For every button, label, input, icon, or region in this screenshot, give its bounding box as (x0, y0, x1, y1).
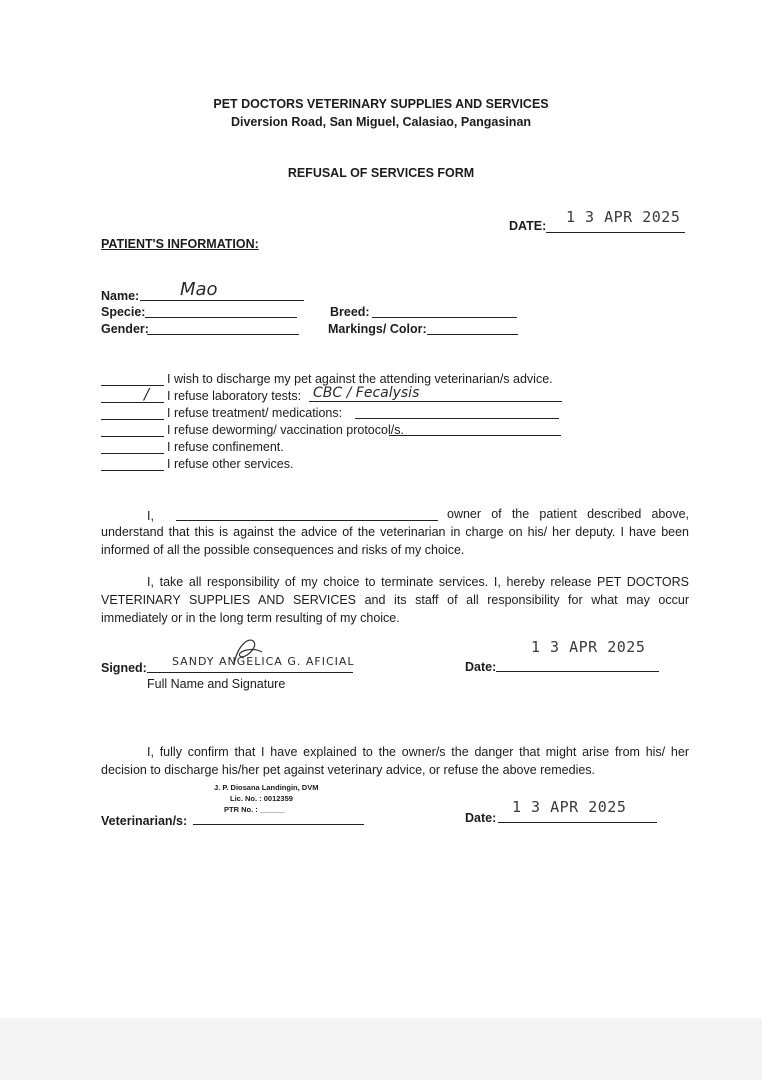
breed-label: Breed: (330, 305, 370, 319)
form-title: REFUSAL OF SERVICES FORM (287, 166, 475, 180)
scan-bottom-edge (0, 1018, 762, 1080)
top-date-line (546, 232, 685, 233)
company-name: PET DOCTORS VETERINARY SUPPLIES AND SERVICES (213, 97, 549, 111)
owner-name-line[interactable] (176, 520, 438, 521)
markings-line (427, 334, 518, 335)
refusal-blank-2[interactable] (101, 402, 164, 403)
refusal-item-lab-tests: I refuse laboratory tests: (167, 389, 302, 403)
vet-date-line (498, 822, 657, 823)
refusal-blank-5[interactable] (101, 453, 164, 454)
refusal-blank-6[interactable] (101, 470, 164, 471)
refusal-blank-4[interactable] (101, 436, 164, 437)
statement2-body: I, take all responsibility of my choice to terminate services. I, hereby release PET DOCTORS VETERINARY SUPPLIES AND SERVICES and its staff of all responsibility for what may occur immediately or in the long term resulting of my choice. (101, 575, 689, 625)
specie-label: Specie: (101, 305, 146, 319)
vet-stamp-license: Lic. No. : 0012359 (230, 794, 293, 803)
top-date-label: DATE: (509, 219, 547, 233)
statement3-body: I, fully confirm that I have explained to the owner/s the danger that might arise from his/ her decision to discharge his/her pet against veterinary advice, or refuse the above remedies. (101, 745, 689, 777)
specie-line (145, 317, 297, 318)
refusal-item-discharge: I wish to discharge my pet against the attending veterinarian/s advice. (167, 372, 553, 386)
breed-line (372, 317, 517, 318)
statement1-after-blank: owner of the patient described above, (447, 507, 689, 521)
refusal-check-mark-2: / (144, 385, 150, 403)
patient-section-title: PATIENT'S INFORMATION: (101, 237, 259, 251)
statement1-prefix: I, (147, 509, 154, 523)
refusal-item-confinement: I refuse confinement. (167, 440, 284, 454)
top-date-stamp: 1 3 APR 2025 (566, 208, 681, 226)
name-handwritten: Mao (180, 279, 218, 300)
vet-stamp-name: J. P. Diosana Landingin, DVM (214, 783, 319, 792)
signed-handwritten-name: SANDY ANGELICA G. AFICIAL (172, 655, 355, 668)
treatment-line (355, 418, 559, 419)
veterinarian-label: Veterinarian/s: (101, 814, 188, 828)
vet-date-label: Date: (465, 811, 497, 825)
company-address: Diversion Road, San Miguel, Calasiao, Pangasinan (230, 115, 532, 129)
lab-tests-line (309, 401, 562, 402)
lab-tests-handwritten: CBC / Fecalysis (313, 385, 420, 401)
signed-caption: Full Name and Signature (147, 677, 286, 691)
markings-label: Markings/ Color: (328, 322, 427, 336)
vet-stamp-ptr: PTR No. : ______ (224, 805, 285, 814)
vet-date-stamp: 1 3 APR 2025 (512, 798, 627, 816)
statement1-body: understand that this is against the advice of the veterinarian in charge on his/ her deputy. I have been informed of all the possible consequences and risks of my choice. (101, 525, 689, 557)
gender-line (147, 334, 299, 335)
vet-stamp (214, 782, 318, 815)
name-line (140, 300, 304, 301)
refusal-blank-3[interactable] (101, 419, 164, 420)
signed-date-stamp: 1 3 APR 2025 (531, 638, 646, 656)
name-label: Name: (101, 289, 140, 303)
refusal-blank-1[interactable] (101, 385, 164, 386)
veterinarian-line[interactable] (193, 824, 364, 825)
signed-date-line (496, 671, 659, 672)
deworming-line (389, 435, 561, 436)
refusal-item-other: I refuse other services. (167, 457, 294, 471)
signature-scribble (228, 634, 268, 670)
refusal-item-treatment: I refuse treatment/ medications: (167, 406, 343, 420)
gender-label: Gender: (101, 322, 149, 336)
signed-label: Signed: (101, 661, 147, 675)
signed-date-label: Date: (465, 660, 497, 674)
refusal-item-deworming: I refuse deworming/ vaccination protocol/s. (167, 423, 404, 437)
signed-line[interactable] (147, 672, 353, 673)
